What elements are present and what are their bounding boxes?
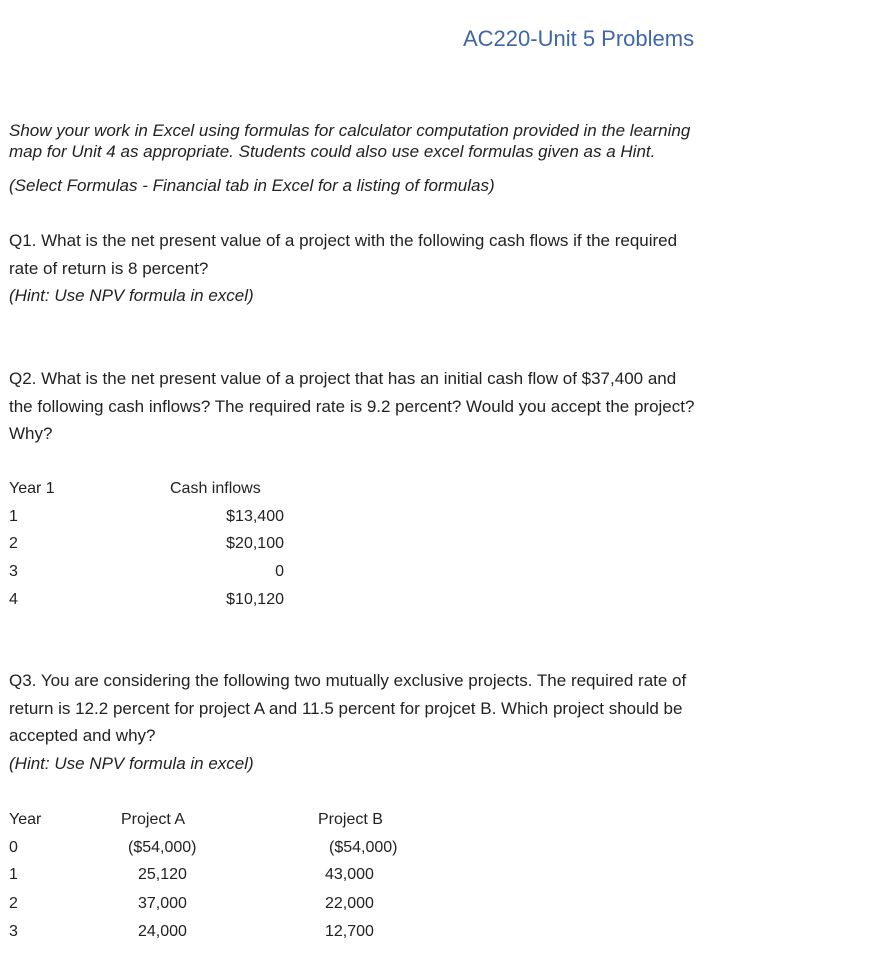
q3-line-1: Q3. You are considering the following two mutually exclusive projects. The required rate of — [9, 671, 687, 690]
q2-line-3: Why? — [9, 424, 53, 443]
q3-header-project-a: Project A — [121, 811, 186, 828]
q3-row-project-b: 43,000 — [325, 866, 374, 883]
q2-row-cash: $20,100 — [226, 535, 284, 552]
q3-row-project-a: ($54,000) — [128, 839, 197, 856]
q2-row-cash: 0 — [275, 563, 284, 580]
q2-row-year: 3 — [9, 563, 18, 580]
q2-row-cash: $10,120 — [226, 591, 284, 608]
q2-line-1: Q2. What is the net present value of a project that has an initial cash flow of $37,400 and — [9, 369, 677, 388]
q2-row-cash: $13,400 — [226, 508, 284, 525]
q1-line-2: rate of return is 8 percent? — [9, 259, 209, 278]
q2-line-2: the following cash inflows? The required rate is 9.2 percent? Would you accept the project? — [9, 397, 695, 416]
q1-line-1: Q1. What is the net present value of a project with the following cash flows if the required — [9, 231, 678, 250]
q3-row-project-b: 12,700 — [325, 923, 374, 940]
q3-line-3: accepted and why? — [9, 726, 156, 745]
q3-row-year: 1 — [9, 866, 18, 883]
q3-row-year: 0 — [9, 839, 18, 856]
q2-row-year: 2 — [9, 535, 18, 552]
q2-row-year: 1 — [9, 508, 18, 525]
intro-line-2: map for Unit 4 as appropriate. Students could also use excel formulas given as a Hint. — [9, 142, 656, 161]
page-title: AC220-Unit 5 Problems — [463, 26, 695, 51]
q3-line-2: return is 12.2 percent for project A and 11.5 percent for projcet B. Which project should be — [9, 699, 683, 718]
q1-hint: (Hint: Use NPV formula in excel) — [9, 286, 254, 305]
q3-row-project-a: 24,000 — [138, 923, 187, 940]
q3-header-project-b: Project B — [318, 811, 383, 828]
q3-row-project-b: ($54,000) — [329, 839, 398, 856]
q3-header-year: Year — [9, 811, 42, 828]
q3-row-project-a: 25,120 — [138, 866, 187, 883]
q2-row-year: 4 — [9, 591, 18, 608]
q2-header-year: Year 1 — [9, 480, 55, 497]
q3-row-year: 3 — [9, 923, 18, 940]
q2-header-cash: Cash inflows — [170, 480, 261, 497]
q3-row-project-b: 22,000 — [325, 895, 374, 912]
intro-line-3: (Select Formulas - Financial tab in Excel for a listing of formulas) — [9, 176, 495, 195]
q3-hint: (Hint: Use NPV formula in excel) — [9, 754, 254, 773]
intro-line-1: Show your work in Excel using formulas for calculator computation provided in the learning — [9, 121, 691, 140]
q3-row-year: 2 — [9, 895, 18, 912]
q3-row-project-a: 37,000 — [138, 895, 187, 912]
